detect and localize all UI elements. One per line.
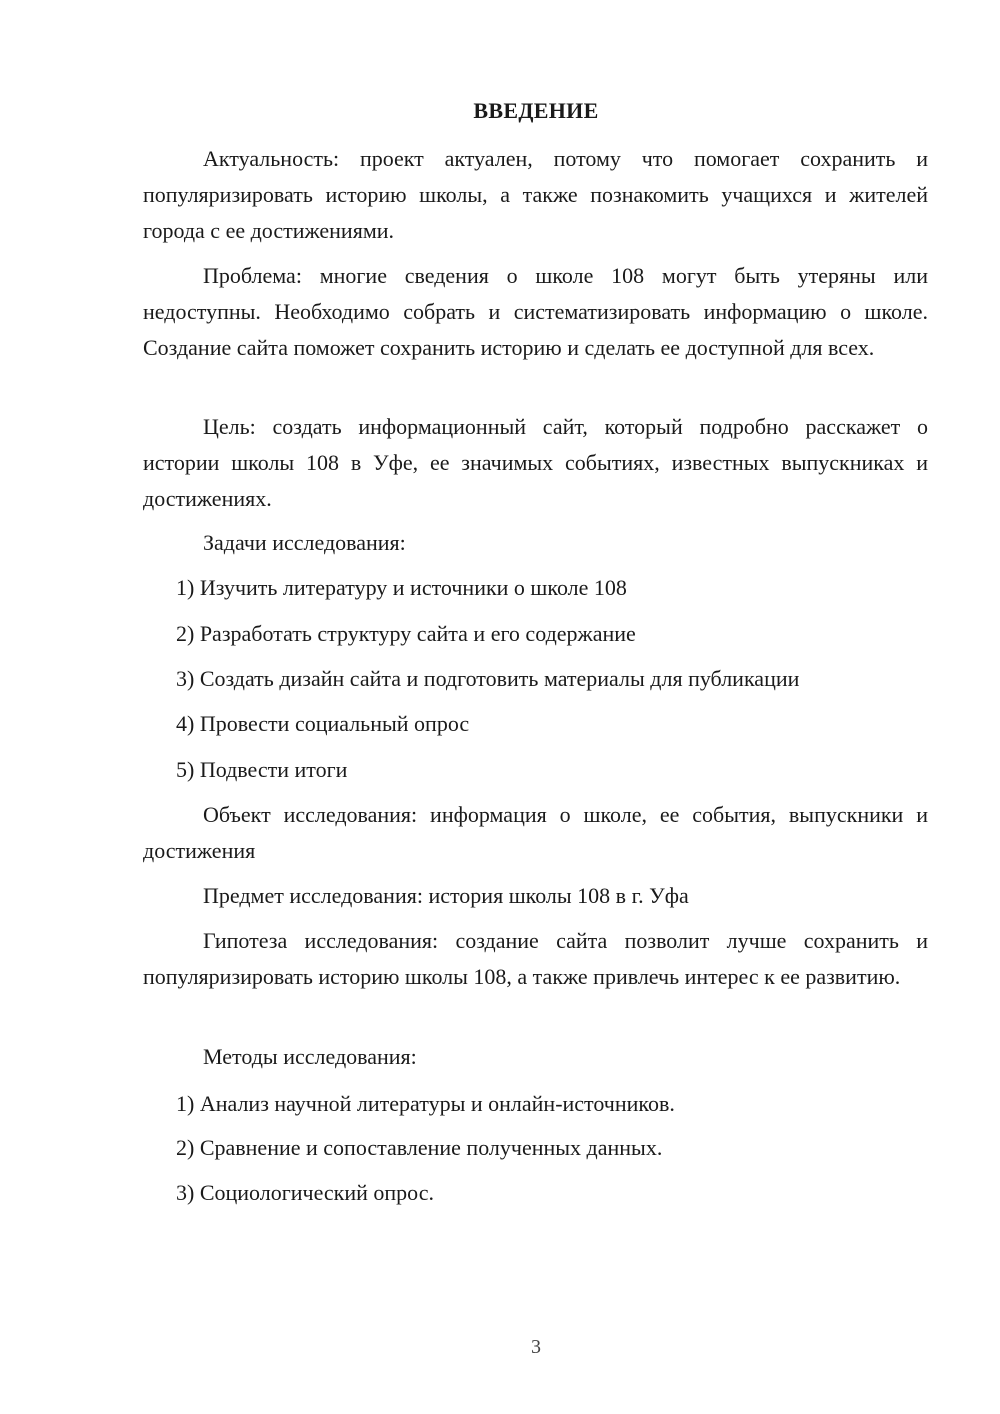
page-title: ВВЕДЕНИЕ	[473, 98, 599, 123]
paragraph-object: Объект исследования: информация о школе, ее события, выпускники и достижения	[143, 802, 928, 863]
task-item-2: 2) Разработать структуру сайта и его содержание	[176, 621, 636, 646]
tasks-heading: Задачи исследования:	[203, 530, 406, 555]
method-item-3: 3) Социологический опрос.	[176, 1180, 434, 1205]
page-number: 3	[531, 1336, 541, 1358]
paragraph-goal: Цель: создать информационный сайт, который подробно расскажет о истории школы 108 в Уфе, ее значимых событиях, известных выпускниках и достижениях.	[143, 414, 928, 511]
task-item-3: 3) Создать дизайн сайта и подготовить материалы для публикации	[176, 666, 800, 691]
method-item-1: 1) Анализ научной литературы и онлайн-источников.	[176, 1091, 675, 1116]
paragraph-subject: Предмет исследования: история школы 108 в г. Уфа	[203, 883, 689, 908]
paragraph-problem: Проблема: многие сведения о школе 108 могут быть утеряны или недоступны. Необходимо собрать и систематизировать информацию о школе. Создание сайта поможет сохранить историю и сделать ее доступной для всех.	[143, 263, 928, 360]
task-item-1: 1) Изучить литературу и источники о школе 108	[176, 575, 627, 600]
method-item-2: 2) Сравнение и сопоставление полученных данных.	[176, 1135, 663, 1160]
methods-heading: Методы исследования:	[203, 1044, 417, 1069]
paragraph-hypothesis: Гипотеза исследования: создание сайта позволит лучше сохранить и популяризировать историю школы 108, а также привлечь интерес к ее развитию.	[143, 928, 928, 989]
paragraph-relevance: Актуальность: проект актуален, потому что помогает сохранить и популяризировать историю школы, а также познакомить учащихся и жителей города с ее достижениями.	[143, 146, 928, 243]
task-item-5: 5) Подвести итоги	[176, 757, 348, 782]
task-item-4: 4) Провести социальный опрос	[176, 711, 470, 736]
